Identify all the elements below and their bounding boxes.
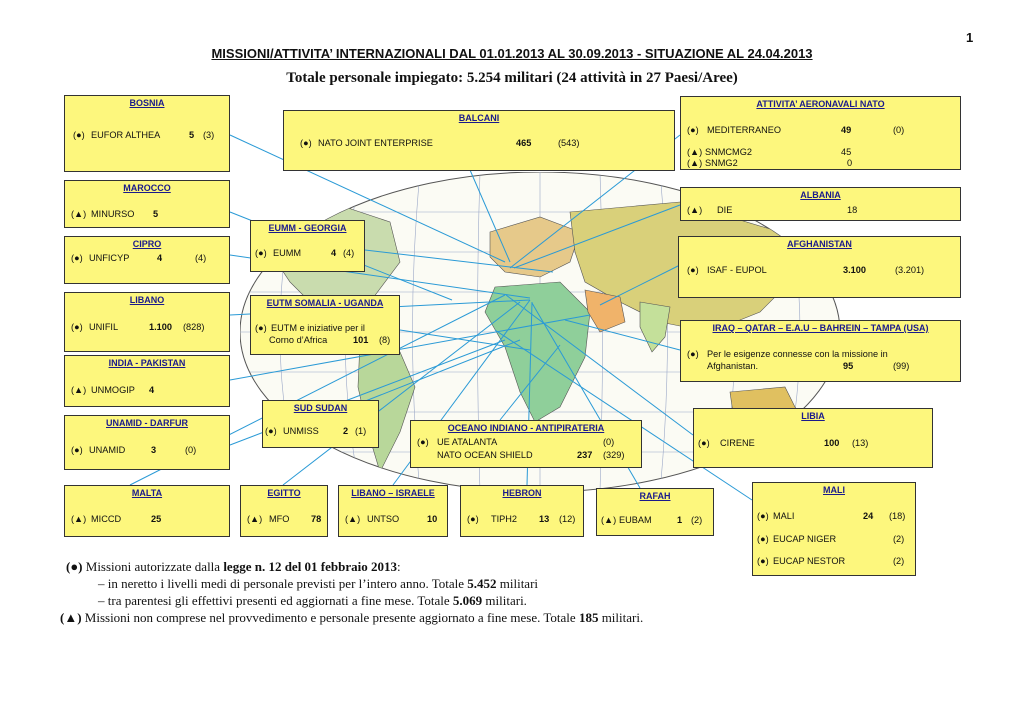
present-personnel: (4) xyxy=(343,248,355,258)
mission-name: UNIFIL xyxy=(89,322,119,332)
box-header: IRAQ – QATAR – E.A.U – BAHREIN – TAMPA (USA) xyxy=(712,323,929,333)
box-hebron xyxy=(460,485,584,537)
symbol-triangle: (▲) xyxy=(247,514,263,524)
mission-name: MFO xyxy=(269,514,290,524)
legend-text: militari. xyxy=(598,610,644,625)
avg-personnel: 49 xyxy=(841,125,852,135)
mission-name: TIPH2 xyxy=(491,514,518,524)
box-header: AFGHANISTAN xyxy=(787,239,852,249)
mission-name: NATO JOINT ENTERPRISE xyxy=(318,138,433,148)
box-header: ALBANIA xyxy=(800,190,841,200)
box-header: LIBANO – ISRAELE xyxy=(351,488,435,498)
box-libano xyxy=(64,292,230,352)
avg-personnel: 465 xyxy=(516,138,532,148)
avg-personnel: 101 xyxy=(353,335,369,345)
symbol-dot: (●) xyxy=(757,511,769,521)
mission-name: UNMISS xyxy=(283,426,319,436)
legend-text: – in neretto i livelli medi di personale previsti per l’intero anno. Totale xyxy=(98,576,468,591)
avg-personnel: 18 xyxy=(847,205,858,215)
mission-name: EUMM xyxy=(273,248,302,258)
box-header: BOSNIA xyxy=(129,98,165,108)
mission-name: EUCAP NESTOR xyxy=(773,556,846,566)
mission-name: SNMG2 xyxy=(705,158,738,168)
symbol-dot: (●) xyxy=(417,437,429,447)
box-header: LIBIA xyxy=(801,411,825,421)
page-number: 1 xyxy=(966,30,974,45)
symbol-dot: (●) xyxy=(255,248,267,258)
box-header: EUTM SOMALIA - UGANDA xyxy=(266,298,384,308)
box-mali xyxy=(752,482,916,576)
avg-personnel: 25 xyxy=(151,514,162,524)
legend-text: militari. xyxy=(482,593,527,608)
present-personnel: (543) xyxy=(558,138,580,148)
legend-law: legge n. 12 del 01 febbraio 2013 xyxy=(223,559,397,574)
box-header: LIBANO xyxy=(129,295,165,305)
avg-personnel: 0 xyxy=(847,158,853,168)
mission-name: UNMOGIP xyxy=(91,385,135,395)
symbol-dot: (●) xyxy=(687,265,699,275)
mission-name: UNAMID xyxy=(89,445,126,455)
present-personnel: (4) xyxy=(195,253,207,263)
present-personnel: (8) xyxy=(379,335,391,345)
box-iraq-qatar xyxy=(680,320,961,382)
symbol-triangle: (▲) xyxy=(71,514,87,524)
page-subtitle: Totale personale impiegato: 5.254 militari (24 attività in 27 Paesi/Aree) xyxy=(286,70,738,86)
mission-name: MINURSO xyxy=(91,209,135,219)
box-marocco xyxy=(64,180,230,228)
box-sud-sudan xyxy=(262,400,379,448)
present-personnel: (828) xyxy=(183,322,205,332)
symbol-triangle: (▲) xyxy=(71,385,87,395)
present-personnel: (2) xyxy=(893,534,905,544)
present-personnel: (12) xyxy=(559,514,576,524)
mission-name: SNMCMG2 xyxy=(705,147,752,157)
mission-name: EUFOR ALTHEA xyxy=(91,130,161,140)
mission-name: DIE xyxy=(717,205,733,215)
box-header: EUMM - GEORGIA xyxy=(268,223,347,233)
present-personnel: (2) xyxy=(691,515,703,525)
legend-text: Missioni non comprese nel provvedimento e personale presente aggiornato a fine mese. Totale xyxy=(84,610,579,625)
avg-personnel: 5 xyxy=(189,130,195,140)
mission-name: EUCAP NIGER xyxy=(773,534,837,544)
present-personnel: (0) xyxy=(893,125,905,135)
symbol-triangle: (▲) xyxy=(687,158,703,168)
box-header: BALCANI xyxy=(458,113,500,123)
symbol-dot: (●) xyxy=(71,445,83,455)
box-libano-israele xyxy=(338,485,448,537)
symbol-dot: (●) xyxy=(71,253,83,263)
symbol-dot: (●) xyxy=(71,322,83,332)
mission-name: UNTSO xyxy=(367,514,400,524)
present-personnel: (0) xyxy=(185,445,197,455)
mission-name: ISAF - EUPOL xyxy=(707,265,767,275)
box-albania xyxy=(680,187,961,221)
symbol-dot: (●) xyxy=(300,138,312,148)
box-header: MAROCCO xyxy=(123,183,171,193)
box-header: INDIA - PAKISTAN xyxy=(108,358,186,368)
symbol-dot: (●) xyxy=(687,125,699,135)
mission-name: EUBAM xyxy=(619,515,652,525)
present-personnel: (3) xyxy=(203,130,215,140)
avg-personnel: 4 xyxy=(157,253,163,263)
box-cipro xyxy=(64,236,230,284)
avg-personnel: 3 xyxy=(151,445,157,455)
mission-name: EUTM e iniziative per il xyxy=(271,323,365,333)
symbol-dot: (●) xyxy=(66,559,83,574)
mission-name: CIRENE xyxy=(720,438,755,448)
symbol-triangle: (▲) xyxy=(345,514,361,524)
page-title: MISSIONI/ATTIVITA’ INTERNAZIONALI DAL 01.01.2013 AL 30.09.2013 - SITUAZIONE AL 24.04.2013 xyxy=(211,46,813,61)
box-header: CIPRO xyxy=(132,239,162,249)
box-header: SUD SUDAN xyxy=(293,403,348,413)
symbol-triangle: (▲) xyxy=(687,147,703,157)
mission-name: NATO OCEAN SHIELD xyxy=(437,450,533,460)
box-unamid-darfur xyxy=(64,415,230,470)
present-personnel: (3.201) xyxy=(895,265,925,275)
box-aeronavali-nato xyxy=(680,96,961,170)
box-header: HEBRON xyxy=(502,488,542,498)
avg-personnel: 3.100 xyxy=(843,265,866,275)
avg-personnel: 45 xyxy=(841,147,852,157)
box-rafah xyxy=(596,488,714,536)
mission-name: MICCD xyxy=(91,514,122,524)
box-eutm-somalia xyxy=(250,295,400,355)
symbol-dot: (●) xyxy=(698,438,710,448)
legend-text: Missioni autorizzate dalla xyxy=(85,559,224,574)
box-header: MALI xyxy=(823,485,845,495)
present-personnel: (13) xyxy=(852,438,869,448)
legend-total: 5.069 xyxy=(452,593,483,608)
symbol-dot: (●) xyxy=(757,534,769,544)
avg-personnel: 24 xyxy=(863,511,874,521)
symbol-triangle: (▲) xyxy=(71,209,87,219)
mission-name: UNFICYP xyxy=(89,253,130,263)
avg-personnel: 13 xyxy=(539,514,550,524)
box-egitto xyxy=(240,485,328,537)
symbol-dot: (●) xyxy=(255,323,267,333)
legend-text: – tra parentesi gli effettivi presenti ed aggiornati a fine mese. Totale xyxy=(98,593,453,608)
avg-personnel: 78 xyxy=(311,514,322,524)
avg-personnel: 95 xyxy=(843,361,854,371)
mission-name: UE ATALANTA xyxy=(437,437,498,447)
box-eumm-georgia xyxy=(250,220,365,272)
symbol-dot: (●) xyxy=(757,556,769,566)
box-oceano-indiano xyxy=(410,420,642,468)
avg-personnel: 100 xyxy=(824,438,840,448)
present-personnel: (329) xyxy=(603,450,625,460)
box-libia xyxy=(693,408,933,468)
mission-name-cont: Afghanistan. xyxy=(707,361,759,371)
symbol-dot: (●) xyxy=(467,514,479,524)
avg-personnel: 10 xyxy=(427,514,438,524)
box-header: OCEANO INDIANO - ANTIPIRATERIA xyxy=(447,423,605,433)
symbol-dot: (●) xyxy=(687,349,699,359)
legend-text: militari xyxy=(496,576,539,591)
symbol-dot: (●) xyxy=(73,130,85,140)
symbol-triangle: (▲) xyxy=(601,515,617,525)
present-personnel: (99) xyxy=(893,361,910,371)
box-afghanistan xyxy=(678,236,961,298)
box-header: EGITTO xyxy=(267,488,301,498)
box-bosnia xyxy=(64,95,230,172)
legend-text: : xyxy=(397,559,401,574)
avg-personnel: 1 xyxy=(677,515,683,525)
box-header: UNAMID - DARFUR xyxy=(106,418,188,428)
box-balcani xyxy=(283,110,675,171)
symbol-triangle: (▲) xyxy=(687,205,703,215)
symbol-triangle: (▲) xyxy=(60,610,82,625)
box-header: RAFAH xyxy=(639,491,671,501)
avg-personnel: 4 xyxy=(331,248,337,258)
avg-personnel: 4 xyxy=(149,385,155,395)
box-header: MALTA xyxy=(131,488,163,498)
present-personnel: (1) xyxy=(355,426,367,436)
mission-name-cont: Corno d’Africa xyxy=(269,335,328,345)
mission-name: MEDITERRANEO xyxy=(707,125,782,135)
avg-personnel: 5 xyxy=(153,209,159,219)
symbol-dot: (●) xyxy=(265,426,277,436)
present-personnel: (0) xyxy=(603,437,615,447)
box-india-pakistan xyxy=(64,355,230,407)
present-personnel: (2) xyxy=(893,556,905,566)
mission-name: Per le esigenze connesse con la missione in xyxy=(707,349,888,359)
box-malta xyxy=(64,485,230,537)
avg-personnel: 237 xyxy=(577,450,593,460)
avg-personnel: 1.100 xyxy=(149,322,172,332)
avg-personnel: 2 xyxy=(343,426,349,436)
present-personnel: (18) xyxy=(889,511,906,521)
legend-total: 5.452 xyxy=(467,576,497,591)
box-header: ATTIVITA’ AERONAVALI NATO xyxy=(756,99,885,109)
mission-name: MALI xyxy=(773,511,795,521)
legend-total: 185 xyxy=(578,610,599,625)
